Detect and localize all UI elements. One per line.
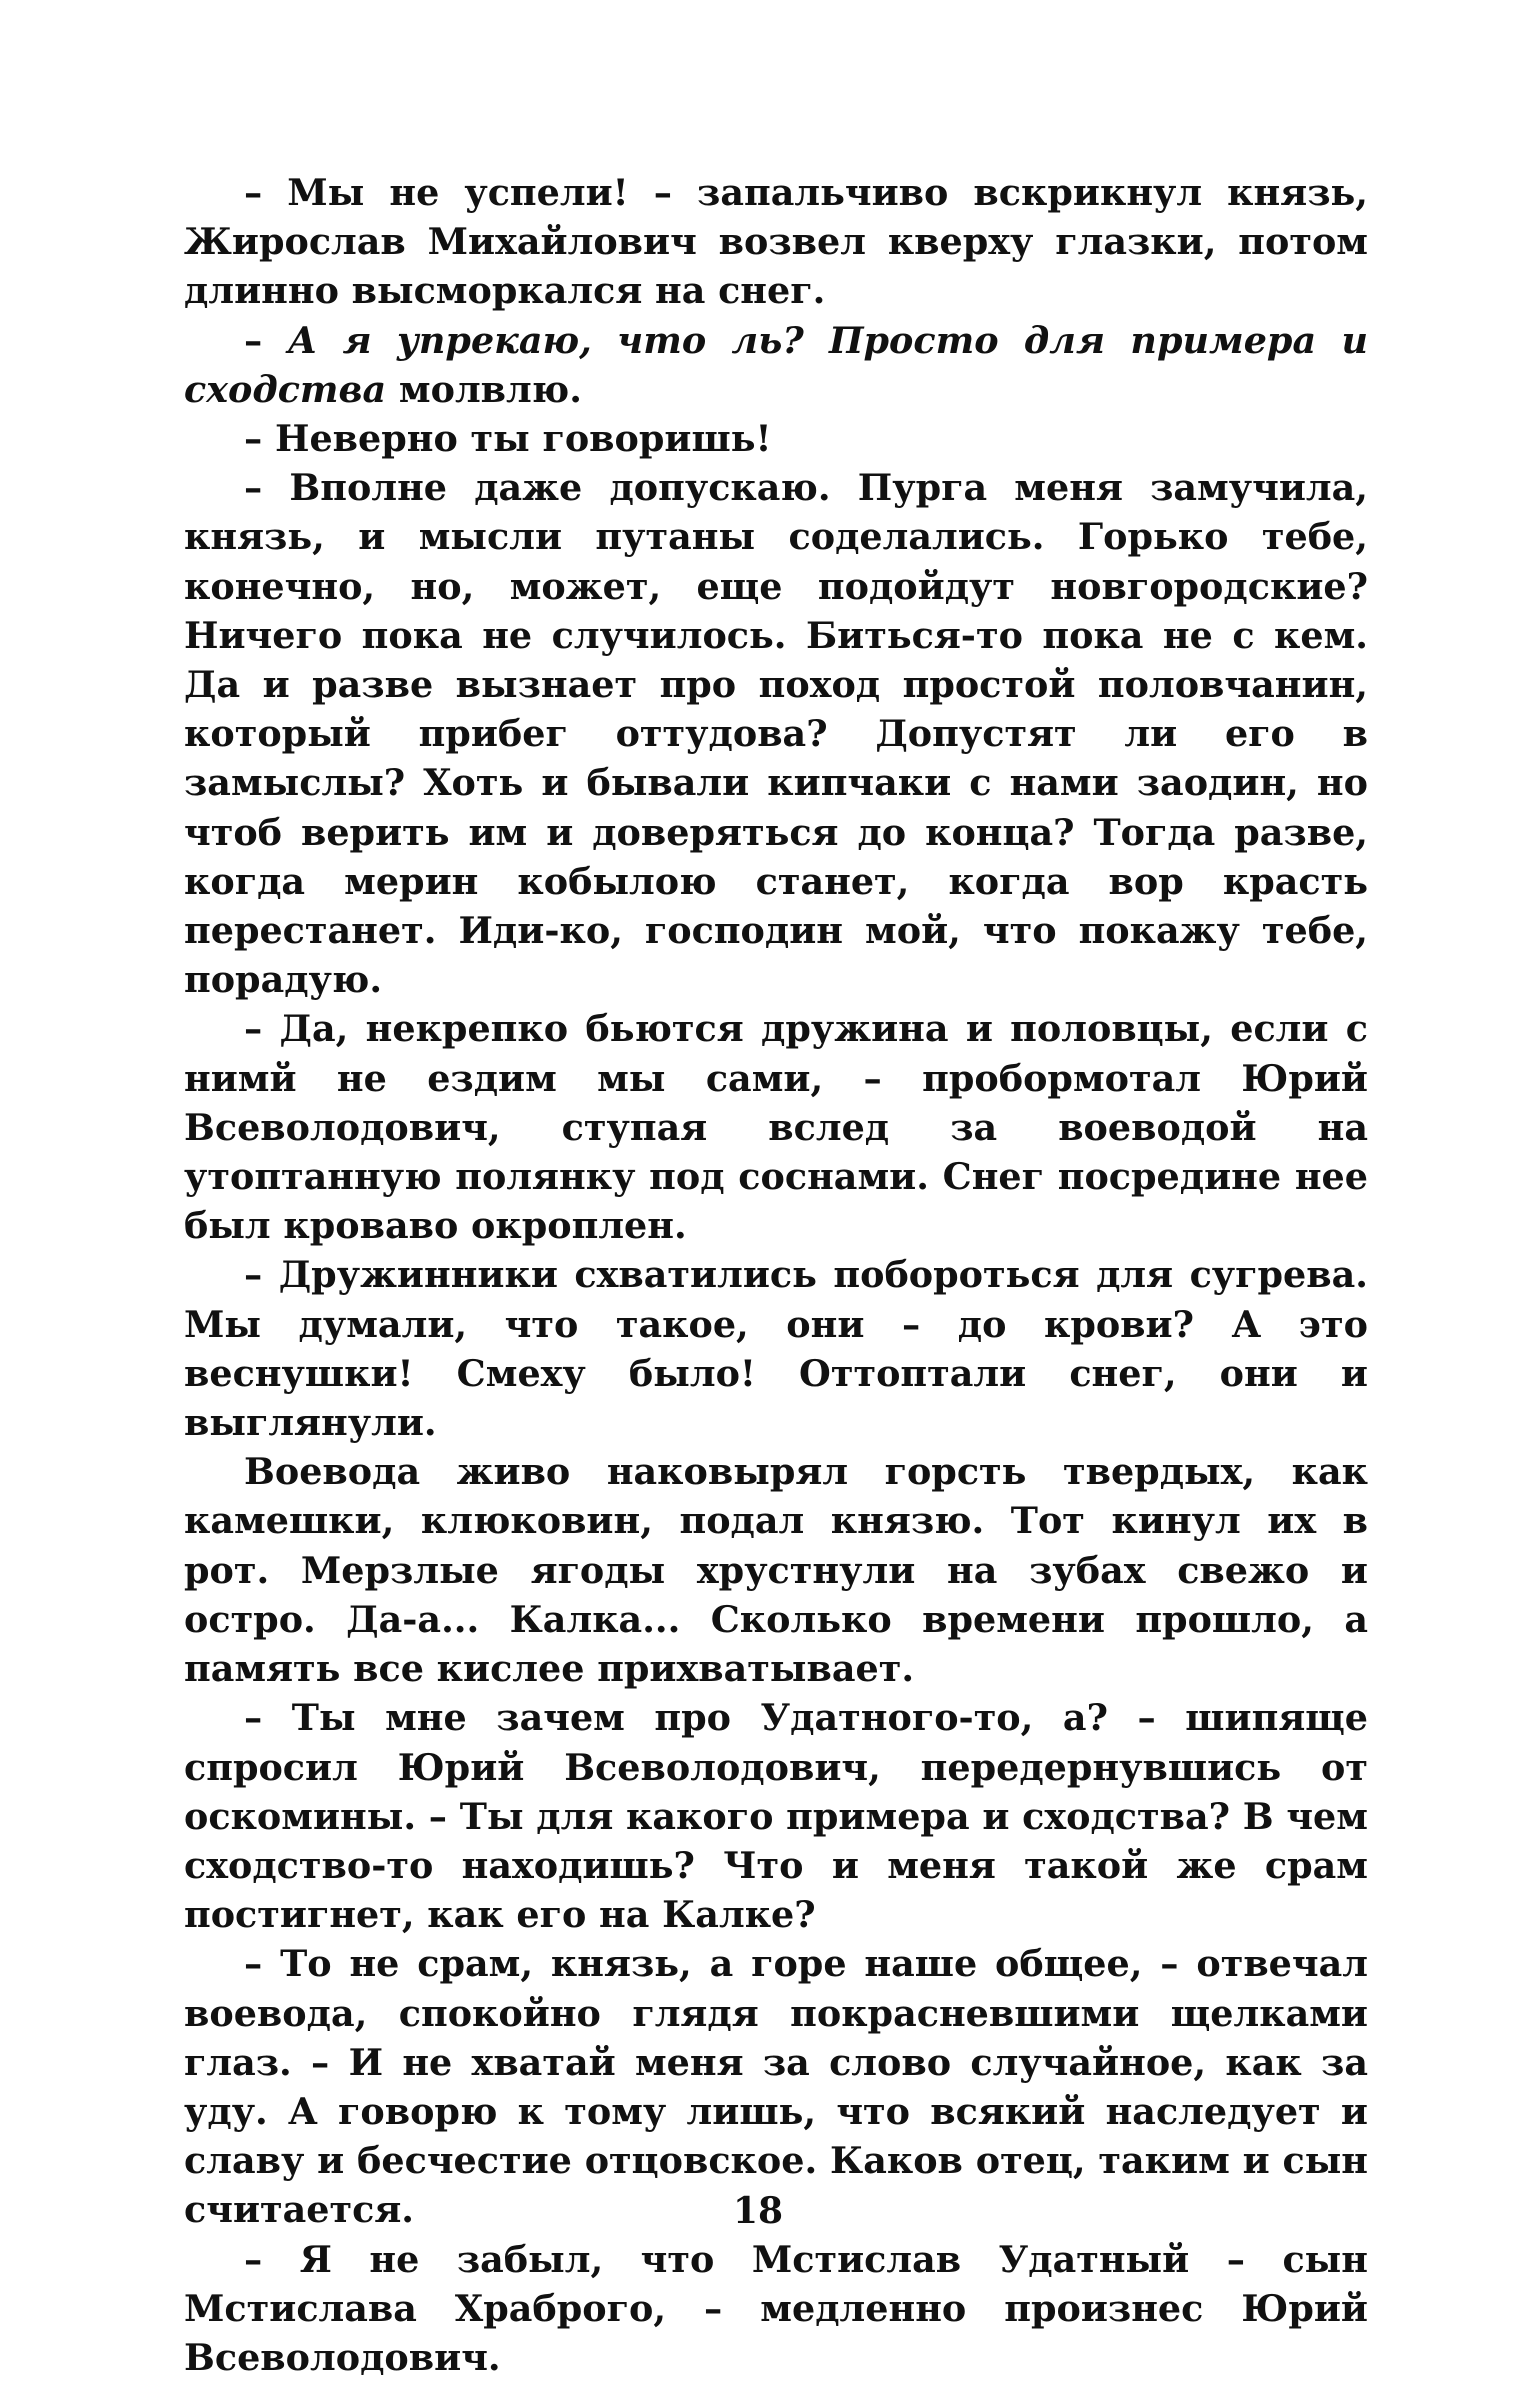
paragraph-6: – Дружинники схватились побороться для сугрева. Мы думали, что такое, они – до крови? А это веснушки! Смеху было! Оттоптали снег, они и выглянули. <box>184 1253 1368 1445</box>
paragraph-10: – Я не забыл, что Мстислав Удатный – сын Мстислава Храброго, – медленно произнес Юрий Всеволодович. <box>184 2237 1368 2379</box>
paragraph-1: – Мы не успели! – запальчиво вскрикнул князь, Жирослав Михайлович возвел кверху глазки, потом длинно высморкался на снег. <box>184 171 1368 313</box>
book-page-text <box>184 168 1368 2382</box>
paragraph-5: – Да, некрепко бьются дружина и половцы, если с нимй не ездим мы сами, – пробормотал Юрий Всеволодович, ступая вслед за воеводой на утоптанную полянку под соснами. Снег посредине нее был кроваво окроплен. <box>184 1007 1368 1248</box>
paragraph-4: – Вполне даже допускаю. Пурга меня замучила, князь, и мысли путаны соделались. Горько тебе, конечно, но, может, еще подойдут новгородские? Ничего пока не случилось. Биться-то пока не с кем. Да и разве вызнает про поход простой половчанин, который прибег оттудова? Допустят ли его в замыслы? Хоть и бывали кипчаки с нами заодин, но чтоб верить им и доверяться до конца? Тогда разве, когда мерин кобылою станет, когда вор красть перестанет. Иди-ко, господин мой, что покажу тебе, порадую. <box>184 466 1368 1002</box>
paragraph-9: – То не срам, князь, а горе наше общее, – отвечал воевода, спокойно глядя покрасневшими щелками глаз. – И не хватай меня за слово случайное, как за уду. А говорю к тому лишь, что всякий наследует и славу и бесчестие отцовское. Каков отец, таким и сын считается. <box>184 1942 1368 2232</box>
paragraph-2: – А я упрекаю, что ль? Просто для примера и сходства молвлю. <box>184 318 1368 411</box>
paragraph-3: – Неверно ты говоришь! <box>244 417 772 461</box>
page-number: 18 <box>732 2190 784 2232</box>
paragraph-8: – Ты мне зачем про Удатного-то, а? – шипяще спросил Юрий Всеволодович, передернувшись от оскомины. – Ты для какого примера и сходства? В чем сходство-то находишь? Что и меня такой же срам постигнет, как его на Калке? <box>184 1696 1368 1937</box>
italic-phrase: А я упрекаю, что ль? Просто для примера и сходства <box>184 318 1368 411</box>
paragraph-7: Воевода живо наковырял горсть твердых, как камешки, клюковин, подал князю. Тот кинул их в рот. Мерзлые ягоды хрустнули на зубах свежо и остро. Да-а... Калка... Сколько времени прошло, а память все кислее прихватывает. <box>184 1450 1368 1691</box>
